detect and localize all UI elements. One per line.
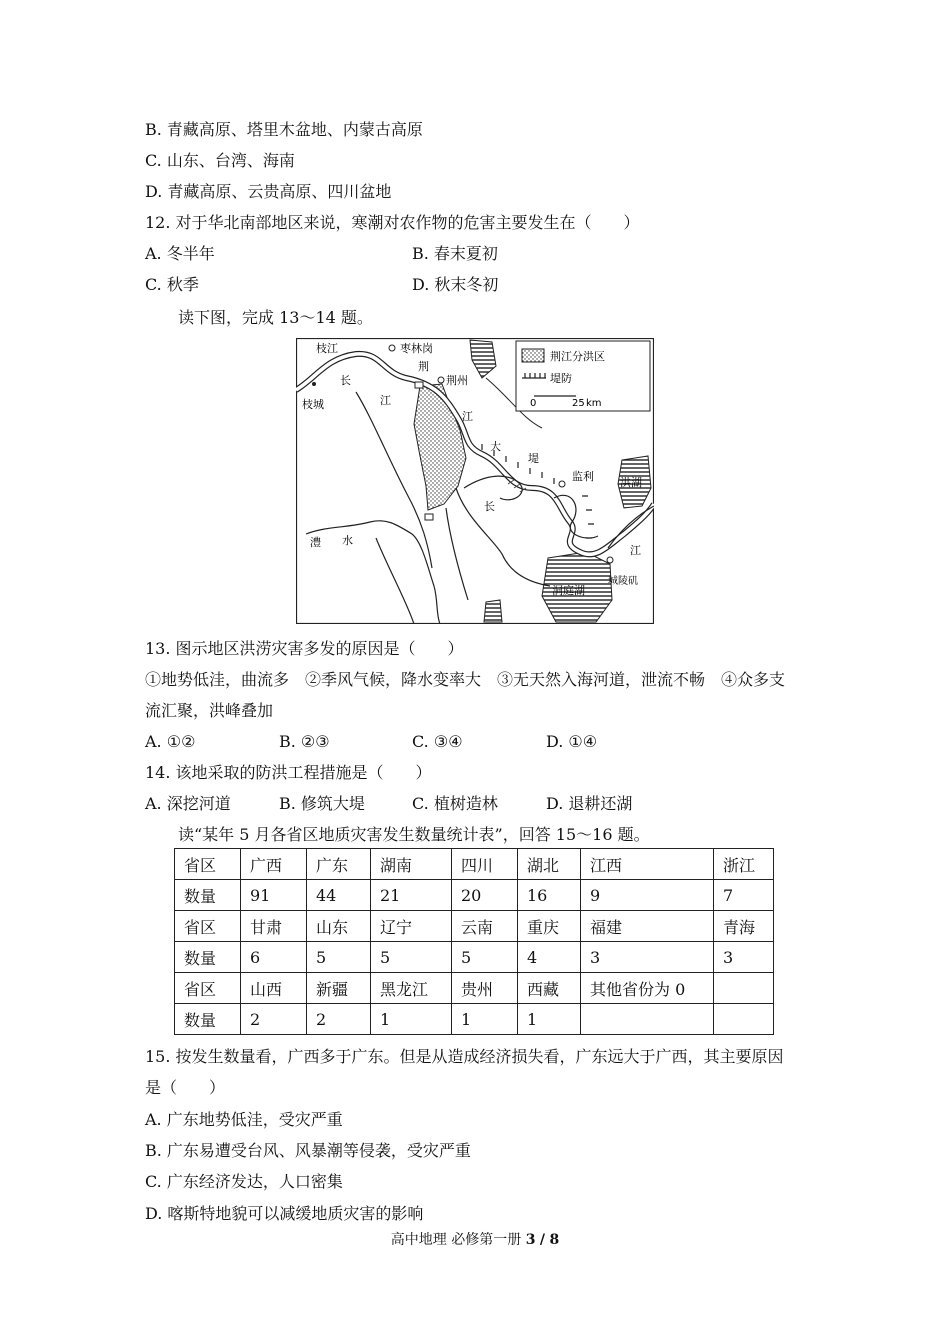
table-cell: 6 xyxy=(241,942,307,973)
table-cell: 3 xyxy=(581,942,714,973)
city-jianli xyxy=(559,481,565,487)
q13-option-c: C. ③④ xyxy=(412,732,463,751)
legend-flood-swatch xyxy=(522,349,544,362)
scale-zero: 0 xyxy=(530,398,537,409)
table-cell: 16 xyxy=(518,880,581,911)
scale-value: 25 xyxy=(572,398,585,409)
label-honghu: 洪湖 xyxy=(620,476,642,489)
table-cell: 四川 xyxy=(452,849,518,880)
table-cell: 贵州 xyxy=(452,973,518,1004)
q12-stem: 12. 对于华北南部地区来说，寒潮对农作物的危害主要发生在（ ） xyxy=(145,213,640,232)
table-cell: 省区 xyxy=(175,911,241,942)
table-cell: 数量 xyxy=(175,1004,241,1035)
table-row xyxy=(175,911,774,942)
disaster-table xyxy=(174,848,774,1035)
q13-option-b: B. ②③ xyxy=(279,732,330,751)
table-cell: 数量 xyxy=(175,942,241,973)
table-cell: 福建 xyxy=(581,911,714,942)
table-row xyxy=(175,973,774,1004)
table-cell: 江西 xyxy=(581,849,714,880)
south-lake xyxy=(484,600,502,622)
footer-title: 高中地理 必修第一册 xyxy=(390,1232,522,1248)
table-cell: 省区 xyxy=(175,973,241,1004)
q12-option-b: B. 春末夏初 xyxy=(412,244,498,263)
q12-option-c: C. 秋季 xyxy=(145,275,199,294)
q12-option-d: D. 秋末冬初 xyxy=(412,275,499,294)
footer-page: 3 xyxy=(525,1232,536,1248)
q13-option-d: D. ①④ xyxy=(546,732,598,751)
table-cell: 1 xyxy=(518,1004,581,1035)
table-cell: 浙江 xyxy=(714,849,774,880)
jingjiang-map xyxy=(296,338,654,624)
footer-total: 8 xyxy=(549,1232,560,1248)
label-jiang-3: 江 xyxy=(630,544,641,557)
city-zhicheng xyxy=(312,382,316,386)
q15-option-d: D. 喀斯特地貌可以减缓地质灾害的影响 xyxy=(145,1204,424,1223)
legend-dike-label: 堤防 xyxy=(550,372,572,385)
q15-option-c: C. 广东经济发达，人口密集 xyxy=(145,1172,343,1191)
table-cell: 云南 xyxy=(452,911,518,942)
table-cell: 9 xyxy=(581,880,714,911)
table-row xyxy=(175,942,774,973)
table-cell: 重庆 xyxy=(518,911,581,942)
q15-stem-line2: 是（ ） xyxy=(145,1078,226,1097)
legend-flood-label: 荆江分洪区 xyxy=(550,350,605,363)
table-row xyxy=(175,849,774,880)
table-cell: 5 xyxy=(371,942,452,973)
table-row xyxy=(175,880,774,911)
table-cell: 辽宁 xyxy=(371,911,452,942)
table-cell: 5 xyxy=(452,942,518,973)
label-jianli: 监利 xyxy=(572,470,594,483)
city-chenglingji xyxy=(607,557,613,563)
label-chang-2: 长 xyxy=(484,500,495,513)
table-cell: 甘肃 xyxy=(241,911,307,942)
table-cell: 1 xyxy=(452,1004,518,1035)
label-zhijiang: 枝江 xyxy=(316,342,338,355)
q14-option-c: C. 植树造林 xyxy=(412,794,498,813)
sluice xyxy=(415,382,423,388)
table-cell: 广西 xyxy=(241,849,307,880)
label-li: 澧 xyxy=(310,536,321,549)
city-jingzhou xyxy=(438,377,444,383)
label-da: 大 xyxy=(490,440,501,453)
table-cell: 21 xyxy=(371,880,452,911)
table-cell: 山西 xyxy=(241,973,307,1004)
map-intro: 读下图，完成 13～14 题。 xyxy=(178,308,373,327)
q13-statements-line1: ①地势低洼，曲流多 ②季风气候，降水变率大 ③无天然入海河道，泄流不畅 ④众多支 xyxy=(145,670,786,689)
q13-statements-line2: 流汇聚，洪峰叠加 xyxy=(145,701,274,720)
q11-option-b: B. 青藏高原、塔里木盆地、内蒙古高原 xyxy=(145,120,423,139)
table-cell: 新疆 xyxy=(307,973,371,1004)
q14-option-d: D. 退耕还湖 xyxy=(546,794,633,813)
label-zaolingang: 枣林岗 xyxy=(400,342,433,355)
q15-stem-line1: 15. 按发生数量看，广西多于广东。但是从造成经济损失看，广东远大于广西，其主要原因 xyxy=(145,1047,784,1066)
footer-sep: / xyxy=(539,1232,546,1248)
table-cell: 黑龙江 xyxy=(371,973,452,1004)
table-cell: 91 xyxy=(241,880,307,911)
label-shui: 水 xyxy=(342,534,353,547)
table-cell: 省区 xyxy=(175,849,241,880)
q11-option-c: C. 山东、台湾、海南 xyxy=(145,151,295,170)
table-cell: 其他省份为 0 xyxy=(581,973,714,1004)
q15-option-a: A. 广东地势低洼，受灾严重 xyxy=(145,1110,343,1129)
label-jiang-1: 江 xyxy=(380,394,391,407)
label-jiang-2: 江 xyxy=(462,410,473,423)
table-cell xyxy=(581,1004,714,1035)
label-jing: 荆 xyxy=(418,360,429,373)
q12-option-a: A. 冬半年 xyxy=(145,244,215,263)
table-cell: 数量 xyxy=(175,880,241,911)
label-dongtinghu: 洞庭湖 xyxy=(552,584,585,597)
table-cell: 20 xyxy=(452,880,518,911)
sluice xyxy=(425,514,433,520)
page-footer xyxy=(0,1229,950,1249)
city-zaolingang xyxy=(389,345,395,351)
scale-unit: km xyxy=(586,398,602,409)
q14-stem: 14. 该地采取的防洪工程措施是（ ） xyxy=(145,763,432,782)
q11-option-d: D. 青藏高原、云贵高原、四川盆地 xyxy=(145,182,392,201)
table-cell: 湖南 xyxy=(371,849,452,880)
label-zhicheng: 枝城 xyxy=(302,398,324,411)
label-chenglingji: 城陵矶 xyxy=(608,576,638,587)
table-cell: 湖北 xyxy=(518,849,581,880)
label-jingzhou: 荆州 xyxy=(446,374,468,387)
table-cell: 7 xyxy=(714,880,774,911)
q14-option-b: B. 修筑大堤 xyxy=(279,794,365,813)
q13-option-a: A. ①② xyxy=(145,732,196,751)
table-cell xyxy=(714,973,774,1004)
table-cell: 4 xyxy=(518,942,581,973)
table-cell: 山东 xyxy=(307,911,371,942)
table-row xyxy=(175,1004,774,1035)
label-chang-1: 长 xyxy=(340,374,351,387)
table-cell: 2 xyxy=(307,1004,371,1035)
table-cell: 西藏 xyxy=(518,973,581,1004)
q14-option-a: A. 深挖河道 xyxy=(145,794,231,813)
table-intro: 读“某年 5 月各省区地质灾害发生数量统计表”，回答 15～16 题。 xyxy=(178,825,650,844)
q13-stem: 13. 图示地区洪涝灾害多发的原因是（ ） xyxy=(145,639,464,658)
table-cell: 1 xyxy=(371,1004,452,1035)
table-cell xyxy=(714,1004,774,1035)
table-cell: 44 xyxy=(307,880,371,911)
table-cell: 2 xyxy=(241,1004,307,1035)
table-cell: 3 xyxy=(714,942,774,973)
label-di: 堤 xyxy=(528,452,539,465)
table-cell: 青海 xyxy=(714,911,774,942)
table-cell: 广东 xyxy=(307,849,371,880)
q15-option-b: B. 广东易遭受台风、风暴潮等侵袭，受灾严重 xyxy=(145,1141,471,1160)
table-cell: 5 xyxy=(307,942,371,973)
